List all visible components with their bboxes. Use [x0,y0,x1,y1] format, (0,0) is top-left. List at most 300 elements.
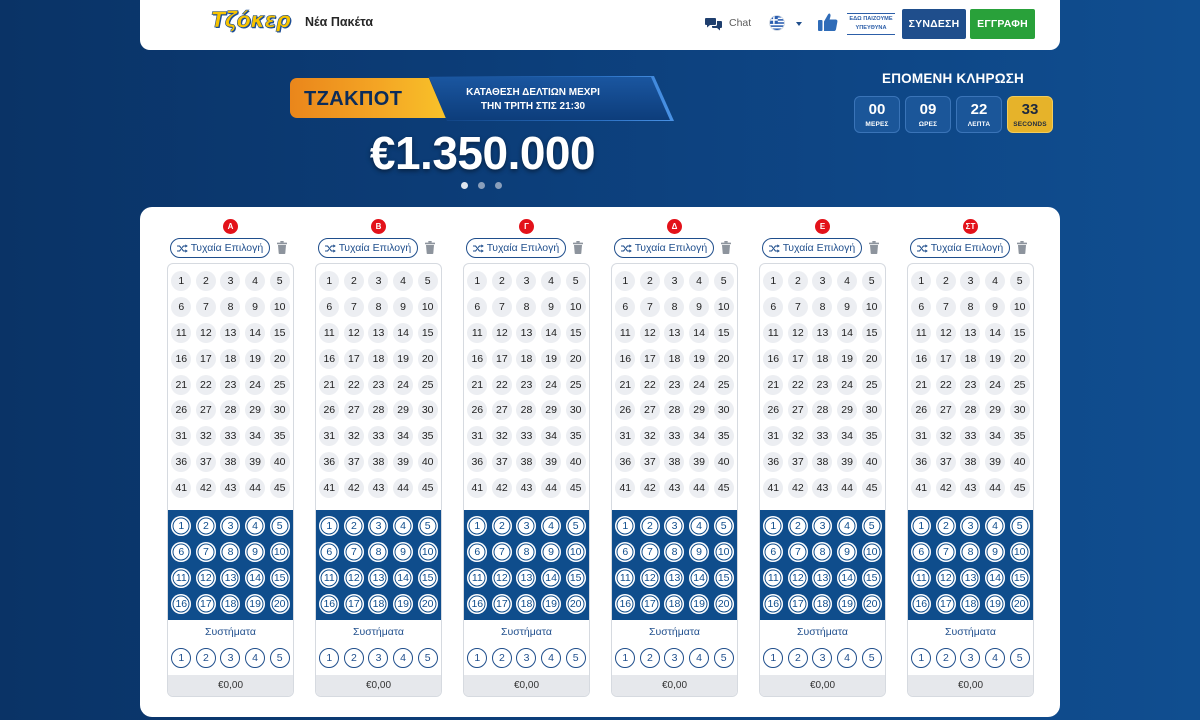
number-ball[interactable]: 43 [812,478,832,498]
number-ball[interactable]: 35 [714,426,734,446]
number-ball[interactable]: 29 [393,400,413,420]
random-pick-button[interactable] [318,238,418,258]
joker-logo[interactable]: Τζόκερ [211,8,291,32]
number-ball[interactable]: 21 [615,375,635,395]
number-ball[interactable]: 9 [985,297,1005,317]
number-ball[interactable]: 45 [566,478,586,498]
thumbs-up-icon[interactable] [817,11,839,33]
number-ball[interactable]: 15 [1010,323,1030,343]
number-ball[interactable]: 34 [837,426,857,446]
joker-ball[interactable]: 5 [862,516,882,536]
joker-ball[interactable]: 14 [985,568,1005,588]
random-pick-button[interactable] [762,238,862,258]
joker-ball[interactable]: 20 [566,594,586,614]
joker-ball[interactable]: 20 [862,594,882,614]
number-ball[interactable]: 40 [270,452,290,472]
number-ball[interactable]: 3 [368,271,388,291]
carousel-dot[interactable] [478,182,485,189]
chevron-down-icon[interactable] [796,22,802,26]
number-ball[interactable]: 35 [1010,426,1030,446]
carousel-dot[interactable] [461,182,468,189]
random-pick-button[interactable] [614,238,714,258]
joker-ball[interactable]: 10 [418,542,438,562]
number-ball[interactable]: 10 [1010,297,1030,317]
joker-ball[interactable]: 5 [270,516,290,536]
number-ball[interactable]: 6 [319,297,339,317]
number-ball[interactable]: 14 [245,323,265,343]
joker-ball[interactable]: 8 [220,542,240,562]
number-ball[interactable]: 33 [664,426,684,446]
system-option[interactable]: 4 [837,648,857,668]
joker-ball[interactable]: 20 [714,594,734,614]
number-ball[interactable]: 37 [640,452,660,472]
number-ball[interactable]: 19 [985,349,1005,369]
number-ball[interactable]: 25 [714,375,734,395]
joker-ball[interactable]: 5 [566,516,586,536]
number-ball[interactable]: 27 [640,400,660,420]
joker-ball[interactable]: 19 [541,594,561,614]
number-ball[interactable]: 28 [220,400,240,420]
number-ball[interactable]: 6 [911,297,931,317]
number-ball[interactable]: 25 [418,375,438,395]
joker-ball[interactable]: 20 [270,594,290,614]
number-ball[interactable]: 5 [418,271,438,291]
number-ball[interactable]: 13 [812,323,832,343]
random-pick-button[interactable] [466,238,566,258]
number-ball[interactable]: 9 [541,297,561,317]
number-ball[interactable]: 39 [393,452,413,472]
number-ball[interactable]: 1 [319,271,339,291]
joker-ball[interactable]: 18 [516,594,536,614]
number-ball[interactable]: 38 [960,452,980,472]
number-ball[interactable]: 2 [492,271,512,291]
joker-ball[interactable]: 16 [615,594,635,614]
joker-ball[interactable]: 18 [368,594,388,614]
number-ball[interactable]: 28 [960,400,980,420]
system-option[interactable]: 2 [492,648,512,668]
number-ball[interactable]: 9 [393,297,413,317]
joker-ball[interactable]: 19 [393,594,413,614]
number-ball[interactable]: 26 [467,400,487,420]
joker-ball[interactable]: 7 [196,542,216,562]
joker-ball[interactable]: 9 [837,542,857,562]
number-ball[interactable]: 15 [714,323,734,343]
system-option[interactable]: 2 [640,648,660,668]
number-ball[interactable]: 19 [541,349,561,369]
number-ball[interactable]: 12 [936,323,956,343]
number-ball[interactable]: 6 [615,297,635,317]
number-ball[interactable]: 5 [566,271,586,291]
number-ball[interactable]: 32 [936,426,956,446]
trash-icon[interactable] [425,241,435,254]
joker-ball[interactable]: 6 [171,542,191,562]
joker-ball[interactable]: 18 [220,594,240,614]
number-ball[interactable]: 43 [960,478,980,498]
number-ball[interactable]: 44 [837,478,857,498]
number-ball[interactable]: 3 [960,271,980,291]
number-ball[interactable]: 23 [812,375,832,395]
nav-new-packages-link[interactable]: Νέα Πακέτα [305,15,374,29]
joker-ball[interactable]: 15 [862,568,882,588]
joker-ball[interactable]: 10 [270,542,290,562]
joker-ball[interactable]: 11 [467,568,487,588]
number-ball[interactable]: 31 [171,426,191,446]
number-ball[interactable]: 18 [812,349,832,369]
number-ball[interactable]: 29 [837,400,857,420]
number-ball[interactable]: 28 [664,400,684,420]
joker-ball[interactable]: 3 [664,516,684,536]
system-option[interactable]: 1 [467,648,487,668]
system-option[interactable]: 4 [393,648,413,668]
number-ball[interactable]: 23 [664,375,684,395]
number-ball[interactable]: 32 [640,426,660,446]
greek-flag-icon[interactable] [770,16,784,30]
number-ball[interactable]: 38 [516,452,536,472]
number-ball[interactable]: 20 [714,349,734,369]
joker-ball[interactable]: 13 [368,568,388,588]
number-ball[interactable]: 1 [911,271,931,291]
number-ball[interactable]: 45 [270,478,290,498]
joker-ball[interactable]: 20 [1010,594,1030,614]
number-ball[interactable]: 3 [812,271,832,291]
joker-ball[interactable]: 9 [245,542,265,562]
joker-ball[interactable]: 1 [171,516,191,536]
joker-ball[interactable]: 10 [862,542,882,562]
number-ball[interactable]: 10 [714,297,734,317]
number-ball[interactable]: 12 [196,323,216,343]
joker-ball[interactable]: 19 [245,594,265,614]
number-ball[interactable]: 21 [467,375,487,395]
number-ball[interactable]: 4 [689,271,709,291]
number-ball[interactable]: 39 [837,452,857,472]
system-option[interactable]: 2 [196,648,216,668]
joker-ball[interactable]: 6 [319,542,339,562]
joker-ball[interactable]: 15 [566,568,586,588]
number-ball[interactable]: 7 [640,297,660,317]
number-ball[interactable]: 2 [936,271,956,291]
joker-ball[interactable]: 16 [319,594,339,614]
joker-ball[interactable]: 11 [911,568,931,588]
system-option[interactable]: 5 [270,648,290,668]
system-option[interactable]: 3 [960,648,980,668]
number-ball[interactable]: 22 [788,375,808,395]
number-ball[interactable]: 24 [689,375,709,395]
number-ball[interactable]: 8 [220,297,240,317]
number-ball[interactable]: 24 [541,375,561,395]
number-ball[interactable]: 13 [220,323,240,343]
number-ball[interactable]: 43 [664,478,684,498]
number-ball[interactable]: 3 [516,271,536,291]
system-option[interactable]: 3 [368,648,388,668]
joker-ball[interactable]: 12 [196,568,216,588]
trash-icon[interactable] [721,241,731,254]
number-ball[interactable]: 15 [418,323,438,343]
joker-ball[interactable]: 11 [319,568,339,588]
joker-ball[interactable]: 8 [812,542,832,562]
number-ball[interactable]: 9 [245,297,265,317]
number-ball[interactable]: 43 [368,478,388,498]
number-ball[interactable]: 40 [418,452,438,472]
number-ball[interactable]: 44 [245,478,265,498]
system-option[interactable]: 3 [664,648,684,668]
number-ball[interactable]: 20 [862,349,882,369]
trash-icon[interactable] [869,241,879,254]
number-ball[interactable]: 19 [393,349,413,369]
number-ball[interactable]: 2 [788,271,808,291]
system-option[interactable]: 5 [714,648,734,668]
number-ball[interactable]: 12 [492,323,512,343]
system-option[interactable]: 3 [812,648,832,668]
number-ball[interactable]: 11 [171,323,191,343]
number-ball[interactable]: 43 [516,478,536,498]
number-ball[interactable]: 5 [1010,271,1030,291]
joker-ball[interactable]: 4 [689,516,709,536]
number-ball[interactable]: 28 [368,400,388,420]
number-ball[interactable]: 5 [862,271,882,291]
number-ball[interactable]: 30 [270,400,290,420]
number-ball[interactable]: 8 [960,297,980,317]
number-ball[interactable]: 11 [763,323,783,343]
number-ball[interactable]: 10 [566,297,586,317]
joker-ball[interactable]: 2 [344,516,364,536]
joker-ball[interactable]: 13 [960,568,980,588]
joker-ball[interactable]: 15 [714,568,734,588]
number-ball[interactable]: 22 [492,375,512,395]
system-option[interactable]: 5 [418,648,438,668]
joker-ball[interactable]: 4 [245,516,265,536]
number-ball[interactable]: 38 [664,452,684,472]
number-ball[interactable]: 8 [368,297,388,317]
number-ball[interactable]: 6 [467,297,487,317]
number-ball[interactable]: 45 [1010,478,1030,498]
number-ball[interactable]: 35 [270,426,290,446]
login-button[interactable]: ΣΥΝΔΕΣΗ [902,9,966,39]
joker-ball[interactable]: 14 [541,568,561,588]
joker-ball[interactable]: 14 [837,568,857,588]
joker-ball[interactable]: 12 [344,568,364,588]
number-ball[interactable]: 20 [1010,349,1030,369]
number-ball[interactable]: 34 [985,426,1005,446]
number-ball[interactable]: 45 [418,478,438,498]
joker-ball[interactable]: 16 [911,594,931,614]
number-ball[interactable]: 39 [985,452,1005,472]
joker-ball[interactable]: 17 [344,594,364,614]
joker-ball[interactable]: 17 [788,594,808,614]
joker-ball[interactable]: 2 [640,516,660,536]
number-ball[interactable]: 14 [985,323,1005,343]
random-pick-button[interactable] [170,238,270,258]
joker-ball[interactable]: 19 [837,594,857,614]
joker-ball[interactable]: 10 [1010,542,1030,562]
joker-ball[interactable]: 9 [541,542,561,562]
number-ball[interactable]: 36 [171,452,191,472]
number-ball[interactable]: 44 [689,478,709,498]
joker-ball[interactable]: 16 [763,594,783,614]
number-ball[interactable]: 4 [985,271,1005,291]
chat-link[interactable]: Chat [729,17,752,29]
number-ball[interactable]: 37 [788,452,808,472]
number-ball[interactable]: 33 [812,426,832,446]
trash-icon[interactable] [573,241,583,254]
number-ball[interactable]: 10 [862,297,882,317]
number-ball[interactable]: 36 [911,452,931,472]
number-ball[interactable]: 29 [245,400,265,420]
number-ball[interactable]: 7 [196,297,216,317]
number-ball[interactable]: 30 [862,400,882,420]
number-ball[interactable]: 37 [196,452,216,472]
joker-ball[interactable]: 14 [689,568,709,588]
number-ball[interactable]: 34 [393,426,413,446]
number-ball[interactable]: 12 [344,323,364,343]
number-ball[interactable]: 34 [689,426,709,446]
number-ball[interactable]: 29 [985,400,1005,420]
joker-ball[interactable]: 13 [516,568,536,588]
number-ball[interactable]: 39 [541,452,561,472]
number-ball[interactable]: 38 [368,452,388,472]
number-ball[interactable]: 35 [566,426,586,446]
system-option[interactable]: 1 [319,648,339,668]
number-ball[interactable]: 23 [960,375,980,395]
number-ball[interactable]: 36 [615,452,635,472]
number-ball[interactable]: 25 [1010,375,1030,395]
number-ball[interactable]: 30 [418,400,438,420]
joker-ball[interactable]: 6 [467,542,487,562]
joker-ball[interactable]: 3 [812,516,832,536]
joker-ball[interactable]: 12 [936,568,956,588]
joker-ball[interactable]: 18 [812,594,832,614]
joker-ball[interactable]: 9 [985,542,1005,562]
joker-ball[interactable]: 16 [467,594,487,614]
number-ball[interactable]: 14 [689,323,709,343]
number-ball[interactable]: 41 [467,478,487,498]
joker-ball[interactable]: 19 [689,594,709,614]
system-option[interactable]: 4 [985,648,1005,668]
number-ball[interactable]: 22 [196,375,216,395]
number-ball[interactable]: 8 [516,297,536,317]
number-ball[interactable]: 2 [640,271,660,291]
joker-ball[interactable]: 13 [812,568,832,588]
joker-ball[interactable]: 11 [171,568,191,588]
number-ball[interactable]: 18 [368,349,388,369]
number-ball[interactable]: 21 [911,375,931,395]
number-ball[interactable]: 2 [196,271,216,291]
joker-ball[interactable]: 4 [837,516,857,536]
number-ball[interactable]: 21 [763,375,783,395]
number-ball[interactable]: 14 [541,323,561,343]
joker-ball[interactable]: 9 [689,542,709,562]
number-ball[interactable]: 12 [640,323,660,343]
number-ball[interactable]: 34 [541,426,561,446]
number-ball[interactable]: 1 [171,271,191,291]
number-ball[interactable]: 32 [788,426,808,446]
number-ball[interactable]: 16 [467,349,487,369]
joker-ball[interactable]: 2 [492,516,512,536]
number-ball[interactable]: 45 [714,478,734,498]
system-option[interactable]: 3 [516,648,536,668]
number-ball[interactable]: 35 [862,426,882,446]
number-ball[interactable]: 17 [788,349,808,369]
system-option[interactable]: 4 [245,648,265,668]
number-ball[interactable]: 19 [689,349,709,369]
joker-ball[interactable]: 8 [960,542,980,562]
joker-ball[interactable]: 12 [492,568,512,588]
number-ball[interactable]: 13 [368,323,388,343]
number-ball[interactable]: 31 [467,426,487,446]
joker-ball[interactable]: 7 [936,542,956,562]
number-ball[interactable]: 26 [615,400,635,420]
joker-ball[interactable]: 17 [492,594,512,614]
number-ball[interactable]: 6 [171,297,191,317]
number-ball[interactable]: 18 [664,349,684,369]
number-ball[interactable]: 18 [516,349,536,369]
number-ball[interactable]: 2 [344,271,364,291]
number-ball[interactable]: 8 [664,297,684,317]
joker-ball[interactable]: 17 [196,594,216,614]
joker-ball[interactable]: 15 [418,568,438,588]
number-ball[interactable]: 31 [911,426,931,446]
number-ball[interactable]: 4 [393,271,413,291]
joker-ball[interactable]: 3 [220,516,240,536]
joker-ball[interactable]: 13 [664,568,684,588]
number-ball[interactable]: 3 [220,271,240,291]
number-ball[interactable]: 42 [196,478,216,498]
number-ball[interactable]: 13 [664,323,684,343]
number-ball[interactable]: 26 [911,400,931,420]
number-ball[interactable]: 1 [763,271,783,291]
system-option[interactable]: 2 [936,648,956,668]
joker-ball[interactable]: 20 [418,594,438,614]
joker-ball[interactable]: 10 [714,542,734,562]
joker-ball[interactable]: 12 [640,568,660,588]
number-ball[interactable]: 8 [812,297,832,317]
joker-ball[interactable]: 14 [393,568,413,588]
number-ball[interactable]: 25 [862,375,882,395]
number-ball[interactable]: 40 [566,452,586,472]
joker-ball[interactable]: 5 [1010,516,1030,536]
number-ball[interactable]: 18 [960,349,980,369]
number-ball[interactable]: 20 [270,349,290,369]
number-ball[interactable]: 19 [245,349,265,369]
system-option[interactable]: 1 [911,648,931,668]
joker-ball[interactable]: 15 [1010,568,1030,588]
number-ball[interactable]: 41 [911,478,931,498]
number-ball[interactable]: 33 [960,426,980,446]
system-option[interactable]: 1 [763,648,783,668]
number-ball[interactable]: 27 [196,400,216,420]
joker-ball[interactable]: 18 [664,594,684,614]
number-ball[interactable]: 16 [615,349,635,369]
number-ball[interactable]: 41 [171,478,191,498]
number-ball[interactable]: 7 [492,297,512,317]
number-ball[interactable]: 24 [837,375,857,395]
number-ball[interactable]: 29 [689,400,709,420]
number-ball[interactable]: 7 [936,297,956,317]
number-ball[interactable]: 44 [985,478,1005,498]
number-ball[interactable]: 5 [270,271,290,291]
number-ball[interactable]: 17 [640,349,660,369]
number-ball[interactable]: 15 [566,323,586,343]
number-ball[interactable]: 44 [393,478,413,498]
joker-ball[interactable]: 16 [171,594,191,614]
joker-ball[interactable]: 2 [788,516,808,536]
number-ball[interactable]: 19 [837,349,857,369]
number-ball[interactable]: 13 [960,323,980,343]
number-ball[interactable]: 4 [245,271,265,291]
number-ball[interactable]: 1 [615,271,635,291]
number-ball[interactable]: 17 [196,349,216,369]
number-ball[interactable]: 22 [344,375,364,395]
number-ball[interactable]: 31 [615,426,635,446]
